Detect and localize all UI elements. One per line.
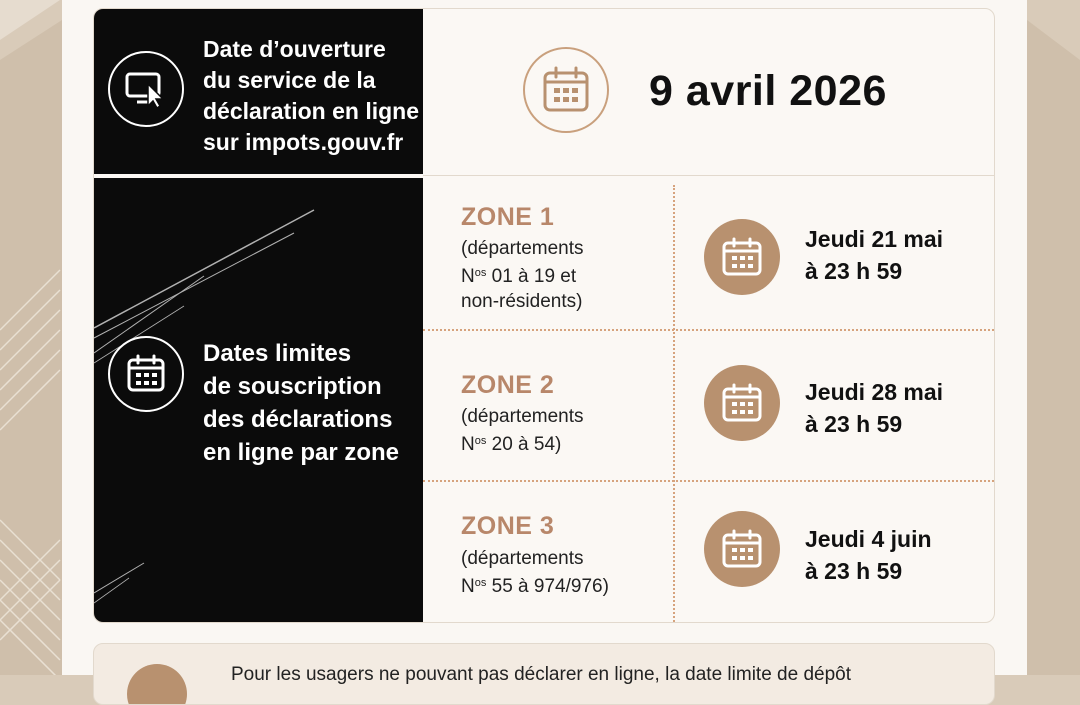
column-divider (673, 185, 675, 622)
calendar-icon (523, 47, 609, 133)
row-divider (423, 329, 994, 331)
zone-title: ZONE 3 (461, 512, 555, 540)
footer-note-box (93, 643, 995, 705)
calendar-icon (704, 365, 780, 441)
deadlines-label: Dates limites de souscription des déclarations en ligne par zone (203, 340, 400, 466)
calendar-icon (704, 511, 780, 587)
zone-deadline: Jeudi 28 mai à 23 h 59 (805, 379, 944, 437)
opening-label: Date d’ouverture du service de la déclaration en ligne sur impots.gouv.fr (203, 36, 419, 155)
zone-deadline: Jeudi 21 mai à 23 h 59 (805, 226, 944, 284)
opening-label-block (94, 9, 423, 174)
info-panel (93, 8, 995, 623)
deadlines-label-block (94, 178, 423, 622)
footer-note: Pour les usagers ne pouvant pas déclarer en ligne, la date limite de dépôt (231, 664, 852, 685)
info-icon (127, 664, 187, 705)
calendar-icon (108, 336, 184, 412)
zone-description: (départements $N^{os}$ 20 à 54) (461, 406, 584, 455)
zone-deadline: Jeudi 4 juin à 23 h 59 (805, 526, 932, 584)
calendar-icon (704, 219, 780, 295)
opening-date: 9 avril 2026 (649, 67, 887, 115)
divider (423, 175, 994, 176)
zone-title: ZONE 2 (461, 371, 555, 399)
monitor-cursor-icon (108, 51, 184, 127)
zone-title: ZONE 1 (461, 203, 555, 231)
zone-description: (départements $N^{os}$ 55 à 974/976) (461, 548, 609, 597)
zone-description: (départements $N^{os}$ 01 à 19 et non-résidents) (461, 238, 584, 312)
row-divider (423, 480, 994, 482)
